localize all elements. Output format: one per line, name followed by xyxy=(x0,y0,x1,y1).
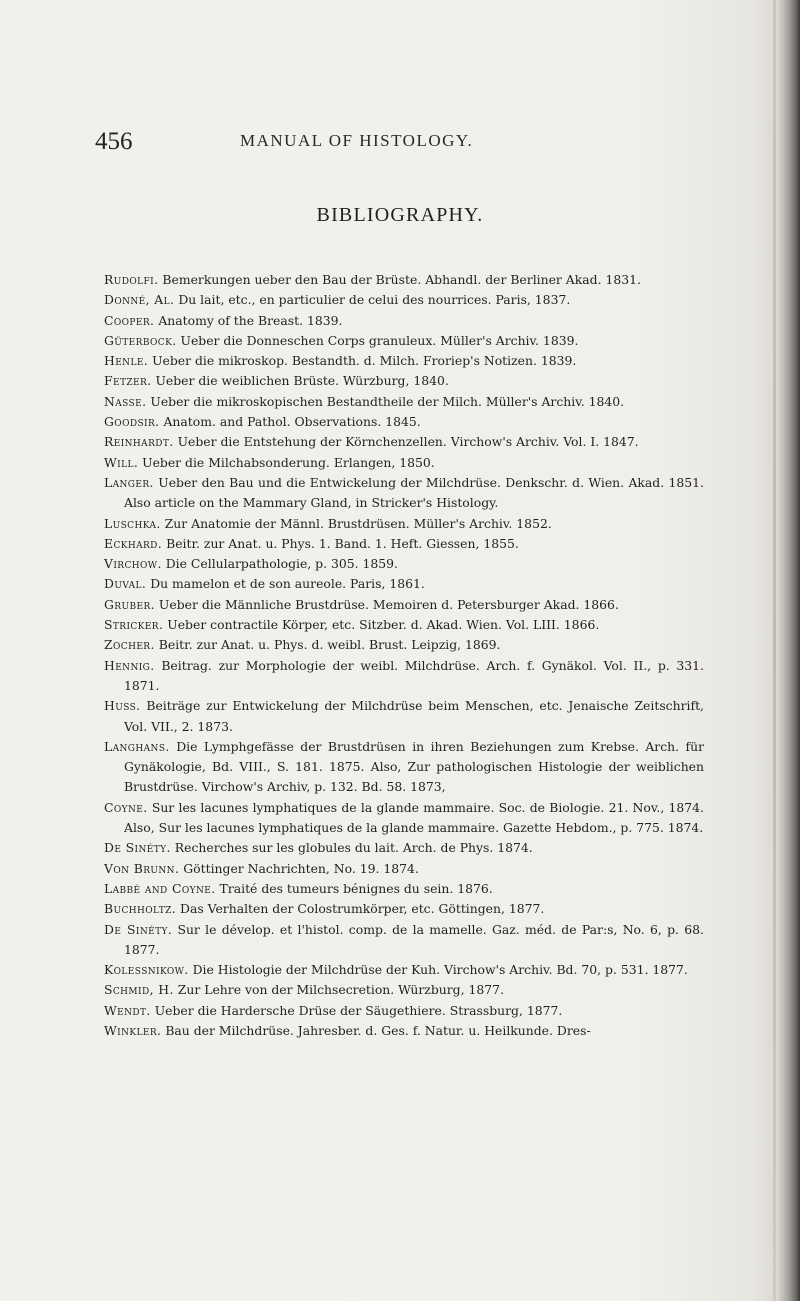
entry-text: Du lait, etc., en particulier de celui des nourrices. Paris, 1837. xyxy=(178,292,571,308)
entry-text: Sur le dévelop. et l'histol. comp. de la mamelle. Gaz. méd. de Par:s, No. 6, p. 68. 1877. xyxy=(124,921,704,957)
entry-text: Recherches sur les globules du lait. Arch. de Phys. 1874. xyxy=(174,840,533,856)
bibliography-entry xyxy=(104,696,704,737)
bibliography-entry xyxy=(104,554,704,574)
entry-text: Ueber die mikroskop. Bestandth. d. Milch. Froriep's Notizen. 1839. xyxy=(152,353,577,369)
entry-author: Cooper. xyxy=(104,312,155,328)
entry-author: Labbé and Coyne. xyxy=(104,880,216,896)
entry-author: Rudolfi. xyxy=(104,272,159,287)
bibliography-entry xyxy=(104,920,704,961)
entry-author: Duval. xyxy=(104,576,147,592)
bibliography-entry xyxy=(104,331,704,351)
bibliography-entry xyxy=(104,656,704,697)
entry-text: Ueber die Entstehung der Körnchenzellen. Virchow's Archiv. Vol. I. 1847. xyxy=(177,434,639,450)
bibliography-entry xyxy=(104,960,704,980)
bibliography-entry xyxy=(104,798,704,839)
bibliography-entry xyxy=(104,737,704,798)
page-number: 456 xyxy=(95,128,133,155)
bibliography-entry xyxy=(104,453,704,473)
entry-author: Huss. xyxy=(104,698,141,714)
entry-text: Ueber contractile Körper, etc. Sitzber. d. Akad. Wien. Vol. LIII. 1866. xyxy=(167,617,600,633)
bibliography-entry xyxy=(104,412,704,432)
entry-author: Nasse. xyxy=(104,393,147,409)
entry-author: Langer. xyxy=(104,474,154,490)
entry-text: Bau der Milchdrüse. Jahresber. d. Ges. f. Natur. u. Heilkunde. Dres- xyxy=(165,1022,591,1038)
entry-author: Reinhardt. xyxy=(104,434,174,450)
bibliography-entry xyxy=(104,635,704,655)
book-binding-edge xyxy=(778,0,800,1301)
entry-text: Die Histologie der Milchdrüse der Kuh. Virchow's Archiv. Bd. 70, p. 531. 1877. xyxy=(192,962,688,978)
entry-author: Hennig. xyxy=(104,657,155,673)
entry-author: Eckhard. xyxy=(104,535,163,551)
entry-author: Winkler. xyxy=(104,1022,162,1038)
entry-text: Traité des tumeurs bénignes du sein. 1876. xyxy=(219,880,493,896)
entry-author: Kolessnikow. xyxy=(104,962,189,978)
bibliography-entry xyxy=(104,290,704,310)
entry-author: Langhans. xyxy=(104,738,170,754)
entry-text: Beitr. zur Anat. u. Phys. d. weibl. Brust. Leipzig, 1869. xyxy=(158,637,501,653)
entry-text: Sur les lacunes lymphatiques de la glande mammaire. Soc. de Biologie. 21. Nov., 1874. Also, Sur les lacunes lymphatiques de la glande mammaire. Gazette Hebdom., p. 775. 1874. xyxy=(124,799,704,836)
running-head: MANUAL OF HISTOLOGY. xyxy=(240,131,474,150)
entry-author: Zocher. xyxy=(104,637,155,653)
bibliography-list xyxy=(104,270,704,1041)
entry-text: Die Lymphgefässe der Brustdrüsen in ihren Beziehungen zum Krebse. Arch. für Gynäkologie, Bd. VIII., S. 181. 1875. Also, Zur pathologischen Histologie der weiblichen Brustdrüse. Virchow's Archiv, p. 132. Bd. 58. 1873, xyxy=(124,738,704,795)
bibliography-entry xyxy=(104,351,704,371)
entry-text: Anatomy of the Breast. 1839. xyxy=(158,312,343,328)
bibliography-entry xyxy=(104,534,704,554)
bibliography-entry xyxy=(104,311,704,331)
entry-author: Stricker. xyxy=(104,617,164,633)
entry-text: Ueber die mikroskopischen Bestandtheile der Milch. Müller's Archiv. 1840. xyxy=(150,393,625,409)
entry-text: Ueber die weiblichen Brüste. Würzburg, 1840. xyxy=(155,373,449,389)
entry-text: Ueber die Donneschen Corps granuleux. Müller's Archiv. 1839. xyxy=(180,332,579,348)
entry-text: Zur Lehre von der Milchsecretion. Würzburg, 1877. xyxy=(177,982,504,998)
entry-text: Beiträge zur Entwickelung der Milchdrüse beim Menschen, etc. Jenaische Zeitschrift, Vol. VII., 2. 1873. xyxy=(124,698,704,734)
entry-text: Beitr. zur Anat. u. Phys. 1. Band. 1. Heft. Giessen, 1855. xyxy=(166,535,519,551)
bibliography-entry xyxy=(104,432,704,452)
entry-author: De Sinéty. xyxy=(104,840,171,856)
bibliography-entry xyxy=(104,1021,704,1041)
entry-author: Gruber. xyxy=(104,596,155,612)
entry-author: Coyne. xyxy=(104,799,148,815)
bibliography-entry xyxy=(104,1001,704,1021)
bibliography-entry xyxy=(104,899,704,919)
bibliography-entry xyxy=(104,595,704,615)
entry-text: Zur Anatomie der Männl. Brustdrüsen. Müller's Archiv. 1852. xyxy=(164,515,552,531)
entry-author: Virchow. xyxy=(104,556,162,572)
bibliography-entry xyxy=(104,371,704,391)
entry-text: Die Cellularpathologie, p. 305. 1859. xyxy=(165,556,398,572)
entry-author: Fetzer. xyxy=(104,373,152,389)
bibliography-entry xyxy=(104,615,704,635)
bibliography-entry xyxy=(104,473,704,514)
bibliography-entry xyxy=(104,879,704,899)
entry-text: Ueber die Milchabsonderung. Erlangen, 1850. xyxy=(142,454,435,470)
entry-author: Donné, Al. xyxy=(104,292,175,308)
entry-author: Goodsir. xyxy=(104,414,160,430)
bibliography-entry xyxy=(104,270,704,290)
entry-text: Anatom. and Pathol. Observations. 1845. xyxy=(163,414,421,430)
entry-author: Luschka. xyxy=(104,515,161,531)
entry-text: Göttinger Nachrichten, No. 19. 1874. xyxy=(183,860,419,876)
entry-text: Ueber die Männliche Brustdrüse. Memoiren d. Petersburger Akad. 1866. xyxy=(158,596,619,612)
entry-text: Ueber den Bau und die Entwickelung der Milchdrüse. Denkschr. d. Wien. Akad. 1851. Also article on the Mammary Gland, in Stricker's Histology. xyxy=(124,474,704,511)
entry-text: Bemerkungen ueber den Bau der Brüste. Abhandl. der Berliner Akad. 1831. xyxy=(162,272,641,287)
bibliography-entry xyxy=(104,514,704,534)
entry-author: Will. xyxy=(104,454,139,470)
bibliography-entry xyxy=(104,574,704,594)
entry-author: Henle. xyxy=(104,353,149,369)
entry-author: De Sinéty. xyxy=(104,921,173,937)
page-header xyxy=(95,127,685,157)
section-title: BIBLIOGRAPHY. xyxy=(316,204,484,226)
bibliography-entry xyxy=(104,980,704,1000)
entry-text: Ueber die Hardersche Drüse der Säugethiere. Strassburg, 1877. xyxy=(154,1002,563,1018)
entry-author: Buchholtz. xyxy=(104,901,177,917)
page-edge-shadow xyxy=(773,0,776,1301)
entry-text: Du mamelon et de son aureole. Paris, 1861. xyxy=(150,576,425,592)
bibliography-entry xyxy=(104,838,704,858)
entry-text: Beitrag. zur Morphologie der weibl. Milchdrüse. Arch. f. Gynäkol. Vol. II., p. 331. 1871. xyxy=(124,657,704,693)
entry-author: Von Brunn. xyxy=(104,860,180,876)
entry-text: Das Verhalten der Colostrumkörper, etc. Göttingen, 1877. xyxy=(180,901,545,917)
entry-author: Wendt. xyxy=(104,1002,151,1018)
entry-author: Schmid, H. xyxy=(104,982,174,998)
entry-author: Güterbock. xyxy=(104,332,177,348)
bibliography-entry xyxy=(104,392,704,412)
bibliography-entry xyxy=(104,859,704,879)
